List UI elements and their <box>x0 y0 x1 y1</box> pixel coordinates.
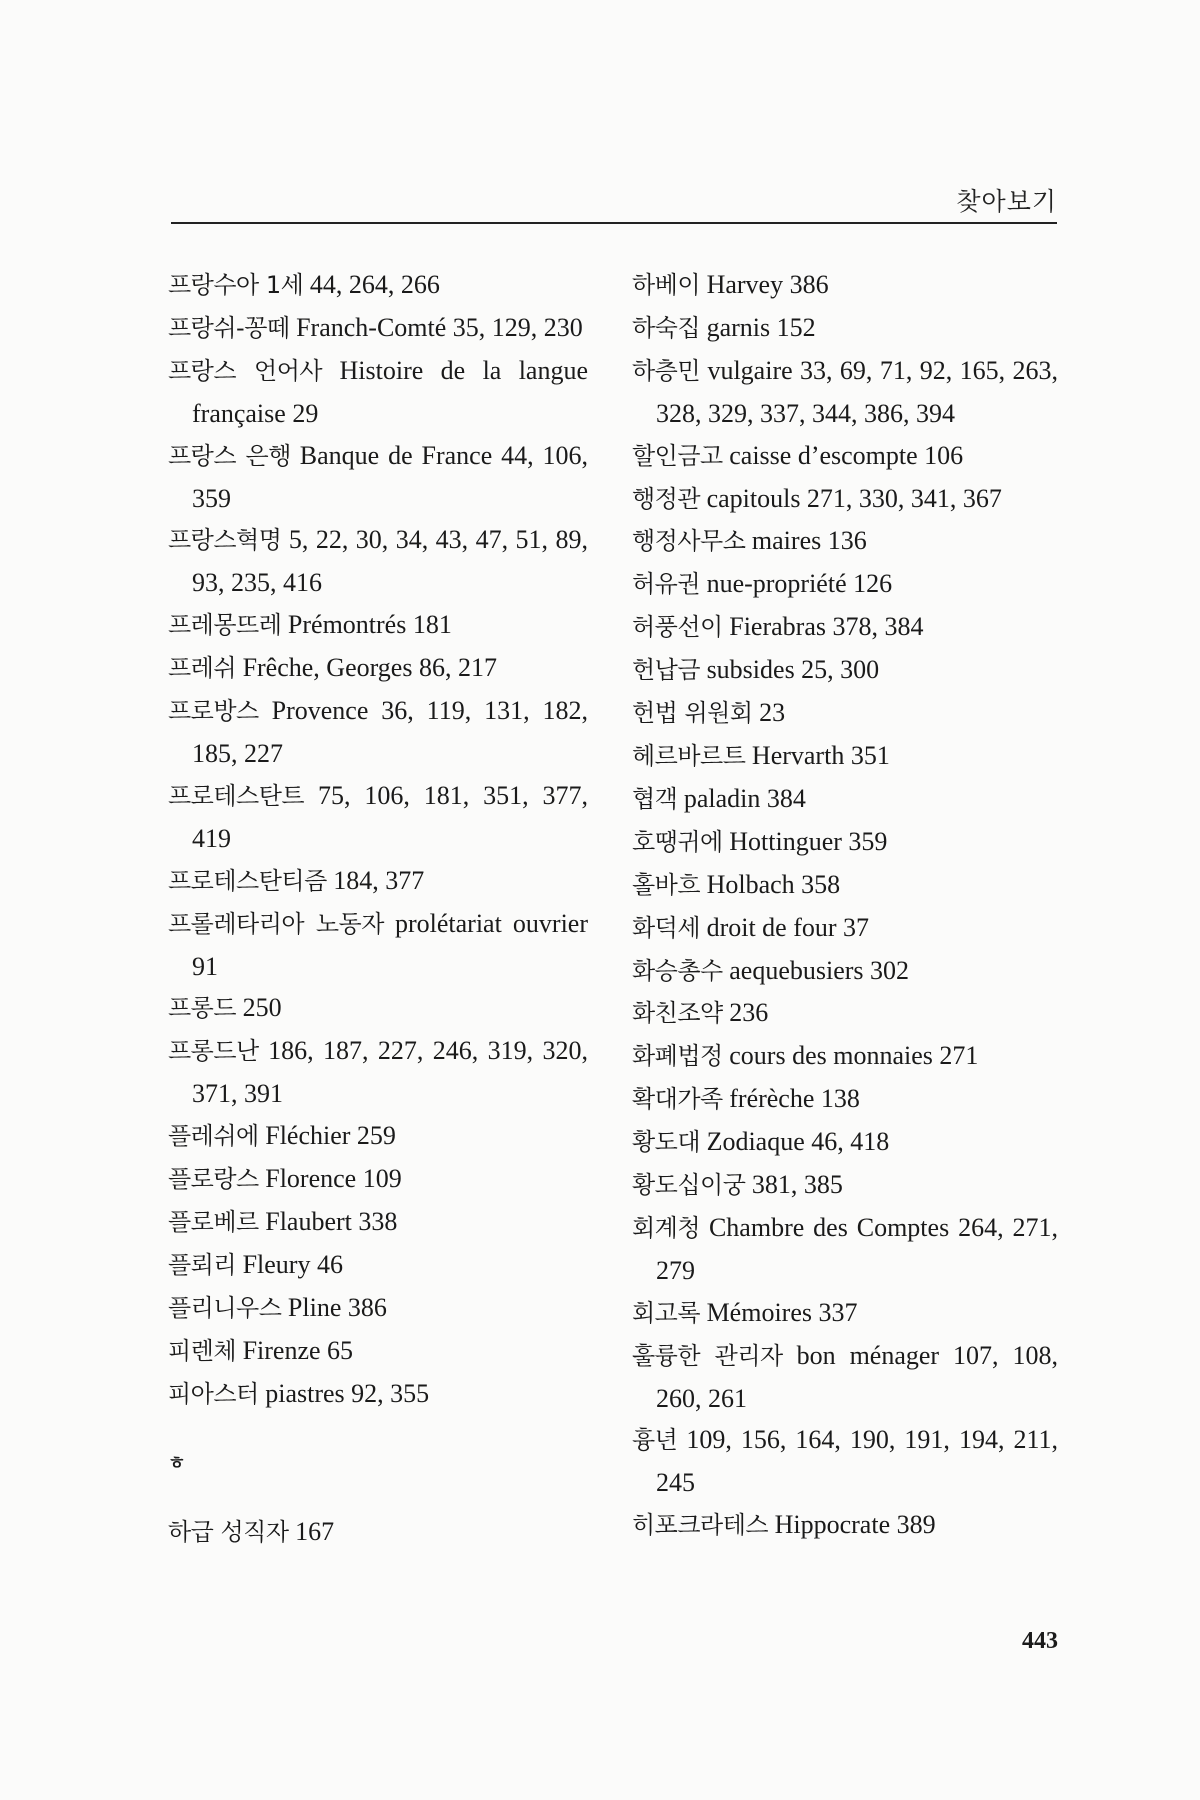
index-term-korean: 호땡귀에 <box>632 827 723 856</box>
index-entry <box>632 735 1058 778</box>
index-term-korean: 행정관 <box>632 484 701 513</box>
index-entry <box>632 264 1058 307</box>
index-entry <box>632 692 1058 735</box>
index-term-korean: 플뢰리 <box>168 1250 237 1279</box>
index-entry <box>632 1504 1058 1547</box>
index-entry <box>632 478 1058 521</box>
index-entry <box>168 1511 588 1554</box>
section-letter: ㅎ <box>168 1453 186 1475</box>
index-entries-group <box>632 264 1058 1547</box>
running-head <box>171 186 1057 224</box>
index-term-detail: Fleury 46 <box>236 1249 343 1279</box>
index-term-detail: piastres 92, 355 <box>258 1378 430 1408</box>
index-entry <box>168 903 588 988</box>
index-term-detail: Hippocrate 389 <box>768 1510 936 1540</box>
index-term-korean: 프랑스 은행 <box>168 441 291 470</box>
index-term-detail: 23 <box>752 698 786 728</box>
index-term-detail: frérèche 138 <box>722 1084 860 1114</box>
index-entry <box>168 1244 588 1287</box>
index-term-detail: Mémoires 337 <box>700 1297 858 1327</box>
index-entry <box>168 690 588 775</box>
index-term-korean: 플로베르 <box>168 1207 259 1236</box>
index-term-korean: 흉년 <box>632 1426 678 1455</box>
index-entry <box>632 778 1058 821</box>
index-term-korean: 프로방스 <box>168 697 259 726</box>
page-number: 443 <box>1022 1628 1058 1654</box>
index-term-korean: 피렌체 <box>168 1336 237 1365</box>
index-term-detail: 5, 22, 30, 34, 43, 47, 51, 89, 93, 235, 416 <box>192 525 588 598</box>
index-term-korean: 플리니우스 <box>168 1293 282 1322</box>
index-entry <box>632 563 1058 606</box>
index-term-detail: Holbach 358 <box>700 869 841 899</box>
index-term-korean: 행정사무소 <box>632 527 746 556</box>
index-term-detail: 44, 264, 266 <box>303 270 440 299</box>
index-entry <box>632 1078 1058 1121</box>
index-entry <box>632 1419 1058 1504</box>
index-term-korean: 확대가족 <box>632 1085 723 1114</box>
index-entry <box>632 1121 1058 1164</box>
index-term-korean: 화폐법정 <box>632 1042 723 1071</box>
index-entry <box>632 435 1058 478</box>
index-term-detail: 381, 385 <box>745 1170 843 1200</box>
index-term-korean: 플로랑스 <box>168 1165 259 1194</box>
index-term-korean: 하급 성직자 <box>168 1518 289 1547</box>
index-term-detail: Frêche, Georges 86, 217 <box>236 653 497 683</box>
index-entry <box>168 1373 588 1416</box>
index-entry <box>168 775 588 860</box>
index-term-korean: 프랑쉬-꽁떼 <box>168 313 290 342</box>
index-entry <box>632 992 1058 1035</box>
index-term-detail: Zodiaque 46, 418 <box>700 1127 890 1157</box>
index-term-korean: 황도십이궁 <box>632 1171 746 1200</box>
index-column-left <box>168 264 588 1554</box>
index-term-detail: Banque de France 44, 106, 359 <box>192 440 588 513</box>
index-term-korean: 허풍선이 <box>632 613 723 642</box>
index-entry <box>168 1030 588 1115</box>
index-term-detail: Flaubert 338 <box>258 1206 398 1236</box>
index-term-korean: 허유권 <box>632 570 701 599</box>
index-term-korean: 프롱드 <box>168 994 237 1023</box>
index-term-korean: 화승총수 <box>632 956 723 985</box>
index-term-korean: 프로테스탄티즘 <box>168 866 327 895</box>
index-entry <box>632 1207 1058 1292</box>
index-term-korean: 하베이 <box>632 271 701 299</box>
index-entry <box>632 864 1058 907</box>
index-term-detail: Provence 36, 119, 131, 182, 185, 227 <box>192 696 588 768</box>
index-term-detail: garnis 152 <box>700 312 816 342</box>
index-entry <box>632 1035 1058 1078</box>
index-term-detail: Franch-Comté 35, 129, 230 <box>289 312 583 342</box>
index-entry <box>632 520 1058 563</box>
index-term-korean: 훌륭한 관리자 <box>632 1341 783 1370</box>
index-term-detail: Fléchier 259 <box>258 1121 396 1151</box>
index-entry <box>168 519 588 604</box>
index-term-detail: subsides 25, 300 <box>700 655 880 685</box>
index-entry <box>168 350 588 435</box>
index-entry <box>168 1287 588 1330</box>
index-term-detail: Pline 386 <box>281 1292 387 1322</box>
index-entry <box>168 647 588 690</box>
index-term-detail: cours des monnaies 271 <box>722 1041 979 1071</box>
index-term-detail: 167 <box>288 1517 335 1547</box>
index-entry <box>632 606 1058 649</box>
index-entry <box>168 307 588 350</box>
index-term-korean: 프로테스탄트 <box>168 781 305 810</box>
index-term-detail: Harvey 386 <box>700 270 829 299</box>
index-term-korean: 프레몽뜨레 <box>168 611 282 640</box>
index-term-detail: prolétariat ouvrier 91 <box>192 908 588 981</box>
index-term-detail: paladin 384 <box>677 783 806 813</box>
index-entry <box>632 1292 1058 1335</box>
index-term-korean: 할인금고 <box>632 441 723 470</box>
index-term-detail: Florence 109 <box>258 1164 402 1194</box>
index-term-korean: 플레쉬에 <box>168 1122 259 1151</box>
index-entries-group <box>168 264 588 1415</box>
running-head-title: 찾아보기 <box>956 187 1057 216</box>
index-term-detail: Hottinguer 359 <box>722 826 888 856</box>
index-entry <box>632 821 1058 864</box>
index-term-korean: 헤르바르트 <box>632 741 746 770</box>
index-term-detail: 184, 377 <box>326 865 425 895</box>
index-term-detail: 236 <box>722 998 769 1028</box>
index-entry <box>168 264 588 307</box>
index-term-detail: bon ménager 107, 108, 260, 261 <box>656 1340 1058 1413</box>
index-term-detail: Histoire de la langue française 29 <box>192 355 589 428</box>
index-entry <box>168 860 588 903</box>
index-term-korean: 프랑스혁명 <box>168 526 282 555</box>
index-entry <box>168 987 588 1030</box>
index-term-detail: maires 136 <box>745 526 867 556</box>
index-entry <box>168 1330 588 1373</box>
index-term-korean: 히포크라테스 <box>632 1511 769 1540</box>
index-term-korean: 프랑수아 1세 <box>168 271 304 299</box>
index-term-detail: Prémontrés 181 <box>281 610 452 640</box>
index-entry <box>168 1201 588 1244</box>
index-term-korean: 프레쉬 <box>168 654 237 683</box>
index-entry <box>632 649 1058 692</box>
index-term-korean: 프랑스 언어사 <box>168 356 323 385</box>
index-entry <box>168 1158 588 1201</box>
index-term-korean: 협객 <box>632 784 678 813</box>
index-term-detail: 186, 187, 227, 246, 319, 320, 371, 391 <box>192 1036 588 1109</box>
index-term-detail: Firenze 65 <box>236 1335 354 1365</box>
index-term-detail: 250 <box>236 993 282 1023</box>
index-term-detail: vulgaire 33, 69, 71, 92, 165, 263, 328, 329, 337, 344, 386, 394 <box>656 355 1058 428</box>
index-column-right <box>632 264 1058 1547</box>
index-entry <box>632 350 1058 435</box>
index-entry <box>632 307 1058 350</box>
index-term-korean: 회계청 <box>632 1213 701 1242</box>
index-term-korean: 홀바흐 <box>632 870 701 899</box>
index-term-detail: Fierabras 378, 384 <box>722 612 924 642</box>
index-term-detail: droit de four 37 <box>700 912 870 942</box>
index-term-korean: 회고록 <box>632 1298 701 1327</box>
index-term-korean: 헌법 위원회 <box>632 699 753 728</box>
index-term-detail: 75, 106, 181, 351, 377, 419 <box>192 780 588 853</box>
index-term-korean: 프롤레타리아 노동자 <box>168 909 384 938</box>
index-entry <box>632 907 1058 950</box>
index-entry <box>168 604 588 647</box>
index-term-korean: 헌납금 <box>632 656 701 685</box>
index-entry <box>632 1335 1058 1420</box>
index-term-detail: aequebusiers 302 <box>722 955 910 985</box>
index-entry <box>168 1115 588 1158</box>
index-term-korean: 프롱드난 <box>168 1037 259 1066</box>
index-term-korean: 피아스터 <box>168 1379 259 1408</box>
index-term-korean: 화덕세 <box>632 913 701 942</box>
index-term-korean: 화친조약 <box>632 999 723 1028</box>
index-term-detail: 109, 156, 164, 190, 191, 194, 211, 245 <box>656 1425 1058 1498</box>
index-term-detail: Chambre des Comptes 264, 271, 279 <box>656 1212 1058 1285</box>
index-term-korean: 하숙집 <box>632 313 701 342</box>
index-entry <box>632 950 1058 993</box>
index-term-detail: caisse d’escompte 106 <box>722 440 964 470</box>
index-term-korean: 하층민 <box>632 356 701 385</box>
index-entry <box>632 1164 1058 1207</box>
index-term-korean: 황도대 <box>632 1128 701 1157</box>
index-entry <box>168 435 588 520</box>
index-term-detail: nue-propriété 126 <box>700 569 893 599</box>
index-term-detail: Hervarth 351 <box>745 740 890 770</box>
index-entries-group <box>168 1511 588 1554</box>
index-term-detail: capitouls 271, 330, 341, 367 <box>700 483 1002 513</box>
